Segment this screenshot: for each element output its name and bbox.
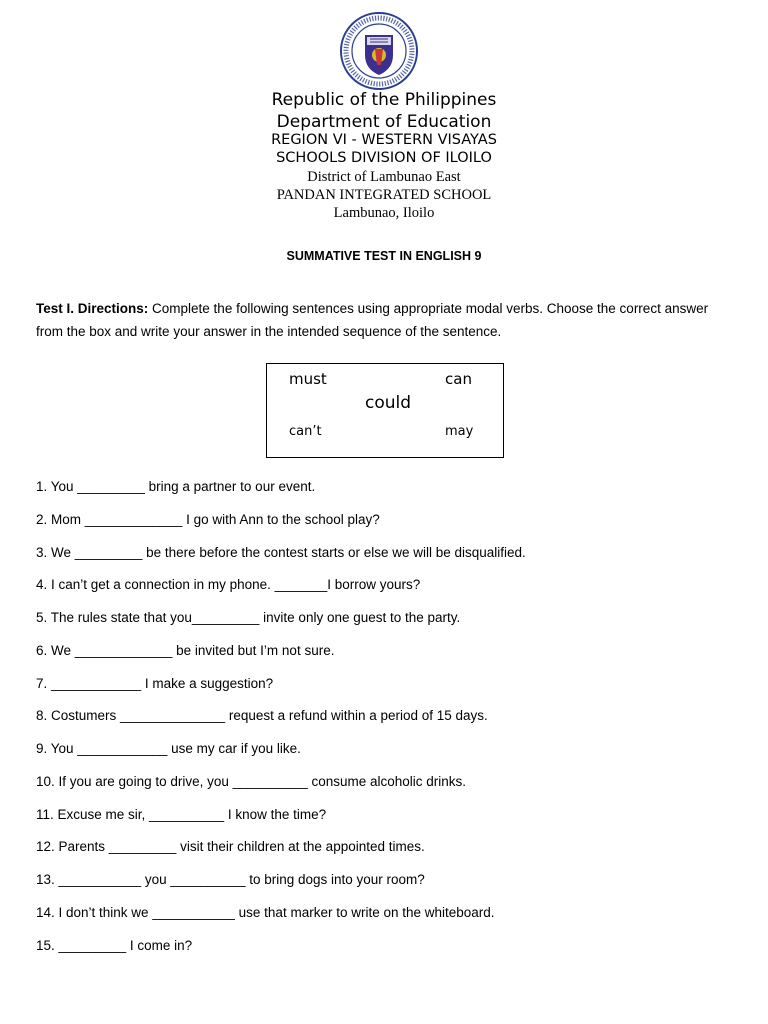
- question-item: 2. Mom _____________ I go with Ann to the school play?: [36, 511, 380, 527]
- choice-can: can: [445, 370, 472, 388]
- directions-label: Test I. Directions:: [36, 301, 149, 316]
- test-title: SUMMATIVE TEST IN ENGLISH 9: [286, 249, 482, 263]
- question-item: 5. The rules state that you_________ invite only one guest to the party.: [36, 610, 461, 625]
- question-item: 3. We _________ be there before the contest starts or else we will be disqualified.: [36, 544, 526, 560]
- school-heading: PANDAN INTEGRATED SCHOOL: [276, 187, 492, 203]
- question-item: 1. You _________ bring a partner to our event.: [36, 479, 316, 494]
- choice-could: could: [365, 393, 412, 413]
- district-heading: District of Lambunao East: [307, 169, 461, 185]
- choice-cant: can’t: [289, 424, 322, 439]
- republic-heading: Republic of the Philippines: [271, 90, 497, 110]
- question-item: 10. If you are going to drive, you __________ consume alcoholic drinks.: [36, 773, 467, 789]
- question-item: 6. We _____________ be invited but I’m not sure.: [36, 642, 335, 658]
- question-item: 15. _________ I come in?: [36, 937, 193, 953]
- question-item: 8. Costumers ______________ request a refund within a period of 15 days.: [36, 708, 488, 724]
- choice-may: may: [445, 424, 474, 439]
- deped-seal-icon: [339, 11, 419, 91]
- question-item: 11. Excuse me sir, __________ I know the time?: [36, 806, 327, 822]
- department-heading: Department of Education: [276, 112, 492, 132]
- question-item: 9. You ____________ use my car if you like.: [36, 741, 301, 756]
- region-heading: REGION VI - WESTERN VISAYAS: [271, 132, 497, 148]
- answer-choice-box: [266, 363, 504, 458]
- directions-paragraph: [36, 297, 736, 343]
- location-heading: Lambunao, Iloilo: [333, 205, 435, 221]
- question-item: 13. ___________ you __________ to bring dogs into your room?: [36, 872, 425, 887]
- question-item: 12. Parents _________ visit their children at the appointed times.: [36, 839, 425, 855]
- question-item: 14. I don’t think we ___________ use that marker to write on the whiteboard.: [36, 904, 495, 920]
- directions-text: Complete the following sentences using appropriate modal verbs. Choose the correct answer from the box and write your answer in the intended sequence of the sentence.: [36, 301, 709, 339]
- question-item: 4. I can’t get a connection in my phone. _______I borrow yours?: [36, 577, 421, 593]
- division-heading: SCHOOLS DIVISION OF ILOILO: [276, 150, 492, 166]
- question-list: [36, 478, 746, 969]
- question-item: 7. ____________ I make a suggestion?: [36, 675, 274, 691]
- choice-must: must: [289, 370, 327, 388]
